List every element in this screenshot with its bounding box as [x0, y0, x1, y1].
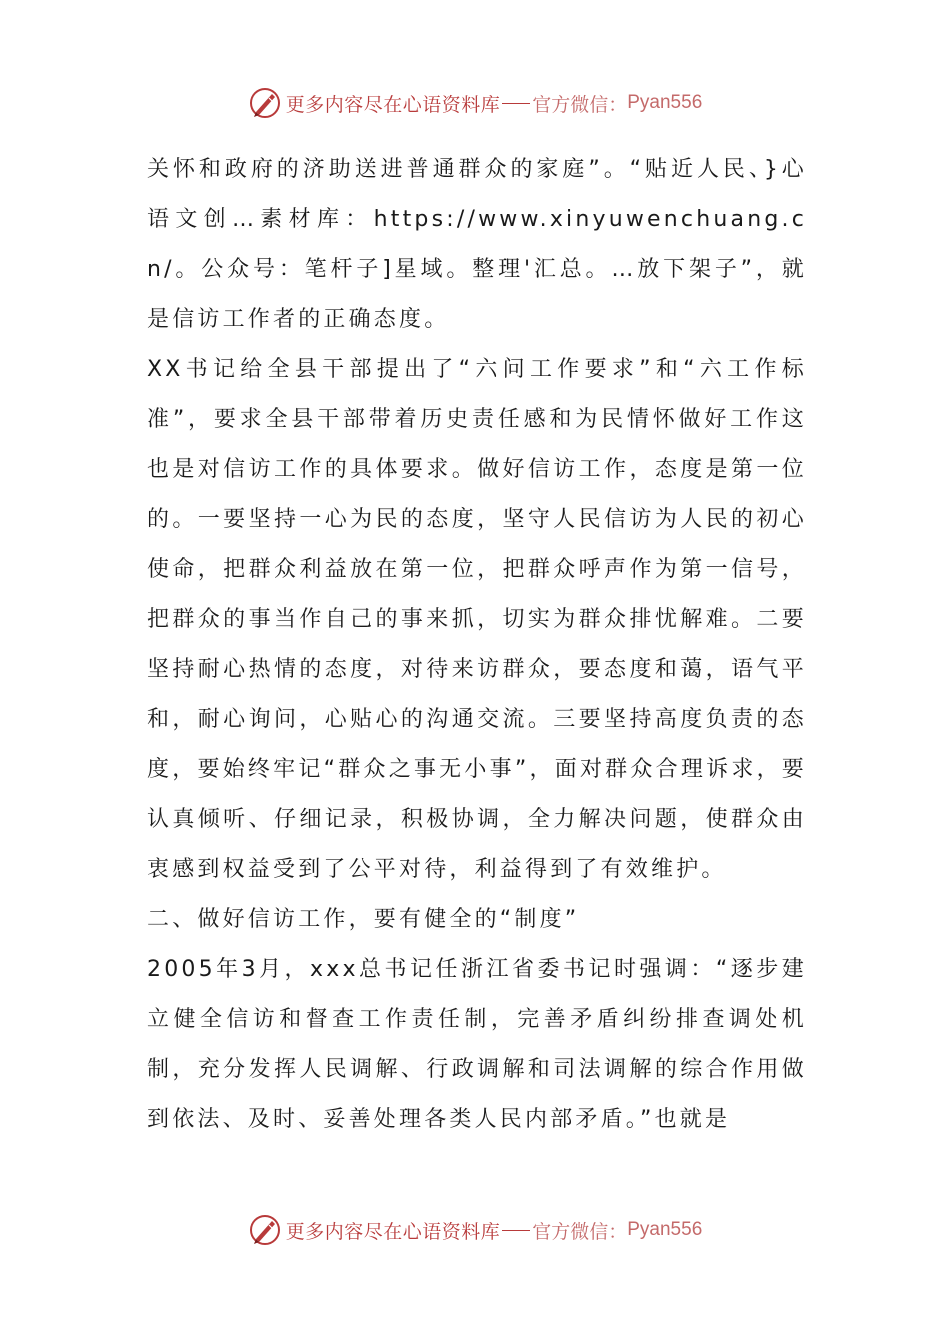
paragraph: XX书记给全县干部提出了“六问工作要求”和“六工作标准”，要求全县干部带着历史责任感和为民情怀做好工作这也是对信访工作的具体要求。做好信访工作，态度是第一位的。一要坚持一心为民的态度，坚守人民信访为人民的初心使命，把群众利益放在第一位，把群众呼声作为第一信号，把群众的事当作自己的事来抓，切实为群众排忧解难。二要坚持耐心热情的态度，对待来访群众，要态度和蔼，语气平和，耐心询问，心贴心的沟通交流。三要坚持高度负责的态度，要始终牢记“群众之事无小事”，面对群众合理诉求，要认真倾听、仔细记录，积极协调，全力解决问题，使群众由衷感到权益受到了公平对待，利益得到了有效维护。: [147, 357, 807, 882]
header-watermark-banner: [0, 83, 950, 123]
banner-wechat-id: Pyan556: [627, 1219, 703, 1240]
banner-wechat-label: 官方微信：: [532, 1220, 628, 1243]
pen-logo-icon: [248, 1213, 282, 1247]
banner-wechat-label: 官方微信：: [532, 93, 628, 116]
banner-text: 更多内容尽在心语资料库: [285, 93, 501, 116]
document-body: [147, 145, 807, 1145]
banner-text: 更多内容尽在心语资料库: [285, 1220, 501, 1243]
banner-dash: [502, 103, 530, 104]
section-heading: 二、做好信访工作，要有健全的“制度”: [147, 907, 580, 932]
banner-dash: [502, 1230, 530, 1231]
banner-wechat-id: Pyan556: [627, 92, 703, 113]
pen-logo-icon: [248, 86, 282, 120]
paragraph: 关怀和政府的济助送进普通群众的家庭”。“贴近人民、}心语文创…素材库：https://www.xinyuwenchuang.cn/。公众号：笔杆子]星域。整理'汇总。…放下架子”，就是信访工作者的正确态度。: [147, 157, 807, 332]
paragraph: 2005年3月，xxx总书记任浙江省委书记时强调：“逐步建立健全信访和督查工作责任制，完善矛盾纠纷排查调处机制，充分发挥人民调解、行政调解和司法调解的综合作用做到依法、及时、妥善处理各类人民内部矛盾。”也就是: [147, 957, 807, 1132]
footer-watermark-banner: [0, 1210, 950, 1250]
